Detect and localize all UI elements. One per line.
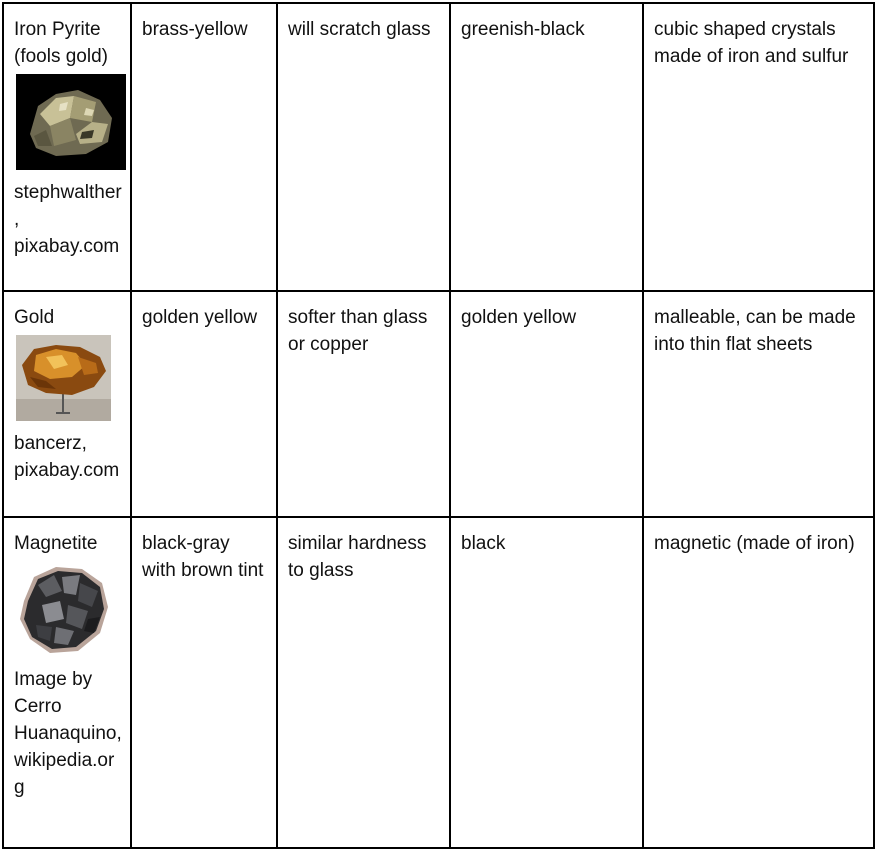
- image-credit: Image by Cerro Huanaquino, wikipedia.org: [14, 669, 122, 798]
- table-row: [3, 3, 874, 291]
- mineral-name: Iron Pyrite (fools gold): [14, 19, 108, 67]
- gold-nugget-photo-icon: [16, 335, 111, 421]
- mineral-name: Magnetite: [14, 533, 98, 554]
- hardness-cell: will scratch glass: [277, 3, 450, 291]
- property-cell: magnetic (made of iron): [643, 517, 874, 848]
- hardness-cell: similar hardness to glass: [277, 517, 450, 848]
- color-cell: black-gray with brown tint: [131, 517, 277, 848]
- mineral-cell: [3, 291, 131, 517]
- table-row: [3, 291, 874, 517]
- streak-cell: greenish-black: [450, 3, 643, 291]
- mineral-name: Gold: [14, 307, 55, 328]
- image-credit: bancerz, pixabay.com: [14, 433, 120, 481]
- image-credit: stephwalther, pixabay.com: [14, 182, 122, 257]
- streak-cell: golden yellow: [450, 291, 643, 517]
- color-cell: golden yellow: [131, 291, 277, 517]
- pyrite-photo-icon: [16, 74, 126, 170]
- mineral-cell: [3, 517, 131, 848]
- color-cell: brass-yellow: [131, 3, 277, 291]
- property-cell: cubic shaped crystals made of iron and sulfur: [643, 3, 874, 291]
- property-cell: malleable, can be made into thin flat sheets: [643, 291, 874, 517]
- table-row: [3, 517, 874, 848]
- mineral-cell: [3, 3, 131, 291]
- magnetite-photo-icon: [16, 561, 112, 657]
- hardness-cell: softer than glass or copper: [277, 291, 450, 517]
- minerals-table: [2, 2, 875, 849]
- streak-cell: black: [450, 517, 643, 848]
